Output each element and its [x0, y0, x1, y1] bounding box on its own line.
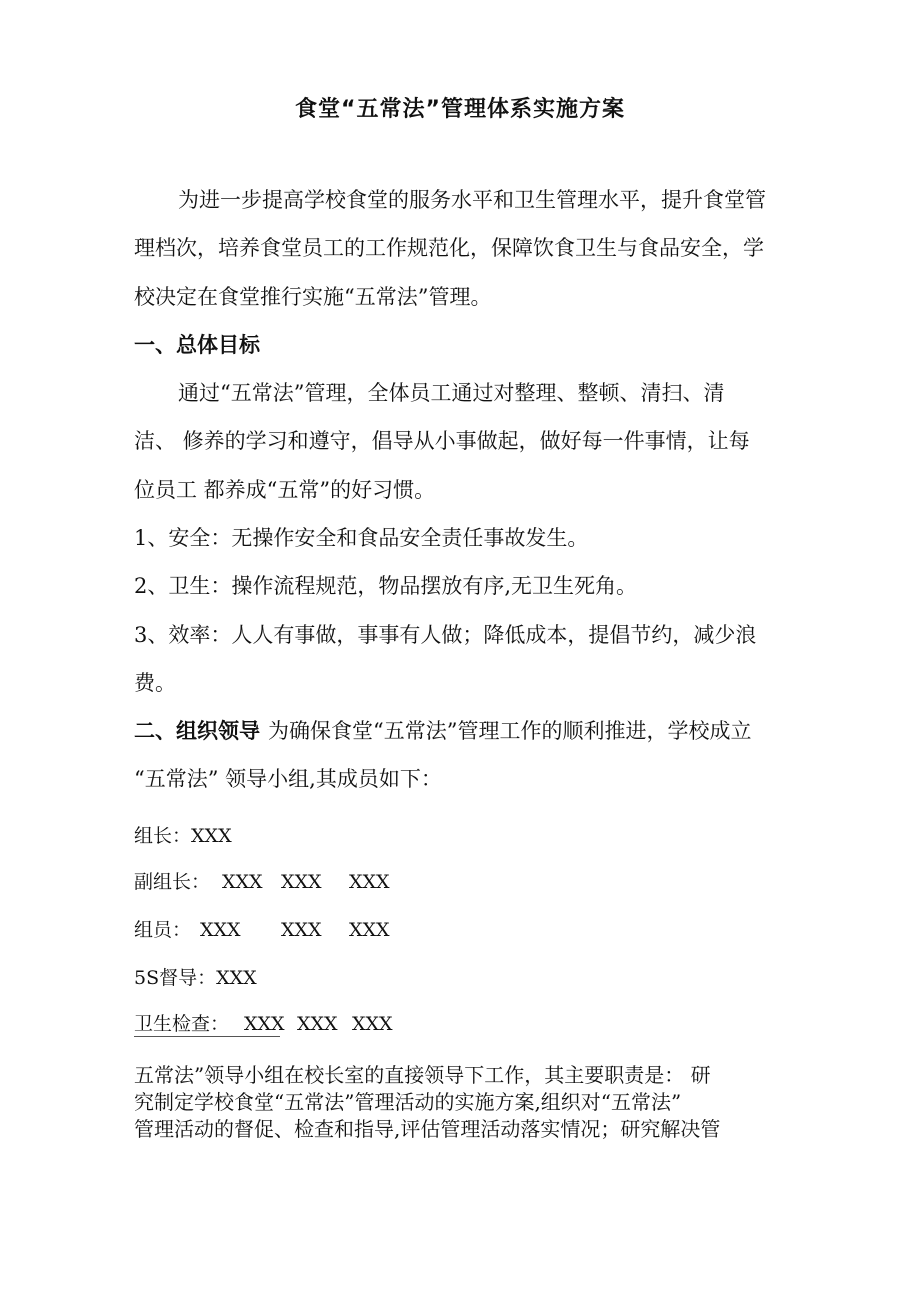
goals-line-2: 洁、 修养的学习和遵守，倡导从小事做起，做好每一件事情，让每	[134, 429, 750, 453]
supervisor-name: XXX	[216, 967, 257, 989]
intro-line-3: 校决定在食堂推行实施“五常法”管理。	[134, 285, 492, 309]
inspector-name-3: XXX	[352, 1013, 393, 1035]
document-title: 食堂“五常法”管理体系实施方案	[295, 97, 625, 122]
duties-line-1: 五常法”领导小组在校长室的直接领导下工作，其主要职责是： 研	[134, 1063, 711, 1087]
section-heading-goals: 一、总体目标	[134, 333, 260, 357]
org-lead-text: 为确保食堂“五常法”管理工作的顺利推进，学校成立	[268, 719, 752, 743]
duties-line-3: 管理活动的督促、检查和指导,评估管理活动落实情况；研究解决管	[134, 1117, 721, 1141]
member-label: 组员：	[134, 919, 192, 941]
member-row-supervisor	[134, 964, 257, 992]
member-row-vice	[134, 868, 434, 896]
inspector-underline	[134, 1036, 280, 1037]
section-org-line	[134, 717, 751, 745]
goal-item-efficiency: 3、效率：人人有事做，事事有人做；降低成本，提倡节约，减少浪	[134, 623, 757, 647]
supervisor-label: 5S督导：	[134, 967, 217, 989]
inspector-label: 卫生检查：	[134, 1013, 230, 1035]
member-name-1: XXX	[200, 919, 241, 941]
duties-line-2: 究制定学校食堂“五常法”管理活动的实施方案,组织对“五常法”	[134, 1090, 682, 1114]
member-row-leader	[134, 822, 232, 850]
member-name-2: XXX	[281, 919, 322, 941]
org-lead-line-2: “五常法” 领导小组,其成员如下：	[134, 767, 442, 791]
member-name-3: XXX	[349, 919, 390, 941]
member-row-inspector	[134, 1010, 434, 1038]
vice-name-3: XXX	[349, 871, 390, 893]
section-heading-org: 二、组织领导	[134, 719, 260, 743]
leader-label: 组长：	[134, 825, 192, 847]
goal-item-efficiency-cont: 费。	[134, 671, 176, 695]
goals-line-1: 通过“五常法”管理，全体员工通过对整理、整顿、清扫、清	[178, 381, 725, 405]
intro-line-1: 为进一步提高学校食堂的服务水平和卫生管理水平，提升食堂管	[178, 188, 766, 212]
leader-name: XXX	[191, 825, 232, 847]
vice-name-1: XXX	[222, 871, 263, 893]
inspector-name-2: XXX	[297, 1013, 338, 1035]
goal-item-safety: 1、安全：无操作安全和食品安全责任事故发生。	[134, 526, 589, 550]
goal-item-hygiene: 2、卫生：操作流程规范，物品摆放有序,无卫生死角。	[134, 574, 638, 598]
vice-label: 副组长：	[134, 871, 211, 893]
member-row-members	[134, 916, 434, 944]
goals-line-3: 位员工 都养成“五常”的好习惯。	[134, 478, 436, 502]
inspector-name-1: XXX	[244, 1013, 285, 1035]
intro-line-2: 理档次，培养食堂员工的工作规范化，保障饮食卫生与食品安全，学	[134, 236, 764, 260]
vice-name-2: XXX	[281, 871, 322, 893]
